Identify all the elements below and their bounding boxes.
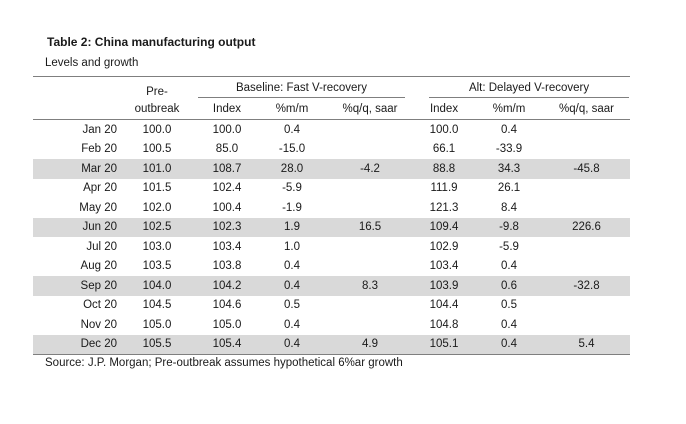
- table-row: [33, 257, 630, 277]
- table-row: [33, 335, 630, 355]
- cell-month: Sep 20: [33, 276, 117, 296]
- cell-pre-outbreak: 100.0: [142, 123, 172, 136]
- table-row: [33, 315, 630, 335]
- alt-index-header: Index: [413, 98, 475, 120]
- cell-month: Nov 20: [80, 318, 117, 331]
- group-header-row: [33, 77, 630, 99]
- cell-alt-qq: [543, 120, 630, 140]
- pre-outbreak-header-line1: Pre-: [117, 77, 197, 99]
- cell-baseline-qq: [327, 257, 413, 277]
- cell-alt-index: 103.9: [413, 276, 475, 296]
- cell-alt-qq: [543, 257, 630, 277]
- cell-alt-index: 88.8: [413, 159, 475, 179]
- cell-baseline-mm: 0.4: [284, 260, 300, 273]
- cell-baseline-qq: [327, 179, 413, 199]
- cell-pre-outbreak: 101.5: [142, 182, 172, 195]
- cell-month: Apr 20: [83, 182, 117, 195]
- baseline-group-label: Baseline: Fast V-recovery: [198, 82, 405, 98]
- cell-alt-mm: -33.9: [495, 143, 523, 156]
- table-row: [33, 120, 630, 140]
- cell-baseline-mm: -15.0: [278, 143, 306, 156]
- cell-month: Oct 20: [83, 299, 117, 312]
- cell-baseline-index: 85.0: [215, 143, 239, 156]
- cell-alt-qq: [543, 140, 630, 160]
- alt-mm-header: %m/m: [475, 98, 543, 120]
- cell-baseline-qq: [327, 198, 413, 218]
- cell-alt-index: 111.9: [430, 182, 458, 195]
- cell-alt-index: 104.8: [429, 318, 459, 331]
- cell-alt-mm: 0.6: [475, 276, 543, 296]
- table-row: [33, 159, 630, 179]
- cell-month: Feb 20: [81, 143, 117, 156]
- cell-baseline-mm: 0.4: [284, 123, 300, 136]
- alt-qq-header: %q/q, saar: [543, 98, 630, 120]
- cell-baseline-mm: -5.9: [282, 182, 302, 195]
- cell-month: Mar 20: [33, 159, 117, 179]
- cell-alt-mm: 0.4: [475, 335, 543, 355]
- cell-alt-index: 109.4: [413, 218, 475, 238]
- cell-month: Dec 20: [33, 335, 117, 355]
- cell-alt-mm: 26.1: [497, 182, 521, 195]
- cell-baseline-qq: 4.9: [327, 335, 413, 355]
- cell-alt-qq: [543, 237, 630, 257]
- cell-alt-mm: -9.8: [475, 218, 543, 238]
- cell-pre-outbreak: 100.5: [142, 143, 172, 156]
- table-row: [33, 140, 630, 160]
- cell-alt-index: 105.1: [413, 335, 475, 355]
- cell-alt-index: 102.9: [429, 240, 459, 253]
- cell-baseline-index: 102.3: [197, 218, 257, 238]
- baseline-mm-header: %m/m: [257, 98, 327, 120]
- table-row: [33, 296, 630, 316]
- table-title: Table 2: China manufacturing output: [47, 35, 256, 49]
- baseline-qq-header: %q/q, saar: [327, 98, 413, 120]
- cell-baseline-index: 105.4: [197, 335, 257, 355]
- cell-alt-qq: -45.8: [543, 159, 630, 179]
- baseline-group-header: [197, 77, 413, 99]
- cell-alt-qq: 226.6: [543, 218, 630, 238]
- cell-alt-index: 121.3: [429, 201, 459, 214]
- cell-baseline-qq: [327, 140, 413, 160]
- cell-baseline-index: 108.7: [197, 159, 257, 179]
- cell-baseline-index: 105.0: [212, 318, 242, 331]
- table-row: [33, 198, 630, 218]
- baseline-index-header: Index: [197, 98, 257, 120]
- cell-baseline-index: 104.2: [197, 276, 257, 296]
- cell-baseline-index: 102.4: [212, 182, 242, 195]
- cell-baseline-mm: 0.4: [284, 318, 300, 331]
- cell-alt-mm: 0.4: [501, 123, 518, 136]
- table-subtitle: Levels and growth: [45, 57, 139, 69]
- pre-outbreak-header-line2: outbreak: [117, 98, 197, 120]
- cell-baseline-mm: -1.9: [282, 201, 302, 214]
- cell-baseline-index: 103.4: [212, 240, 242, 253]
- cell-alt-mm: 0.4: [501, 318, 518, 331]
- cell-baseline-mm: 0.5: [284, 299, 300, 312]
- cell-alt-qq: [543, 296, 630, 316]
- cell-baseline-mm: 1.0: [284, 240, 300, 253]
- cell-pre-outbreak: 102.0: [142, 201, 172, 214]
- cell-pre-outbreak: 104.0: [117, 276, 197, 296]
- source-note: Source: J.P. Morgan; Pre-outbreak assumes hypothetical 6%ar growth: [45, 357, 403, 369]
- cell-pre-outbreak: 105.5: [117, 335, 197, 355]
- cell-baseline-mm: 28.0: [257, 159, 327, 179]
- cell-month: Aug 20: [80, 260, 117, 273]
- month-header-spacer: [33, 77, 117, 99]
- table-row: [33, 237, 630, 257]
- cell-baseline-qq: [327, 120, 413, 140]
- cell-pre-outbreak: 103.5: [142, 260, 172, 273]
- cell-month: Jun 20: [33, 218, 117, 238]
- table-row: [33, 179, 630, 199]
- cell-baseline-qq: [327, 315, 413, 335]
- cell-alt-mm: -5.9: [499, 240, 519, 253]
- cell-alt-mm: 8.4: [501, 201, 518, 214]
- cell-alt-qq: [543, 179, 630, 199]
- cell-baseline-qq: -4.2: [327, 159, 413, 179]
- cell-baseline-index: 103.8: [212, 260, 242, 273]
- cell-alt-index: 100.0: [429, 123, 459, 136]
- cell-pre-outbreak: 104.5: [142, 299, 172, 312]
- cell-alt-mm: 34.3: [475, 159, 543, 179]
- cell-alt-index: 66.1: [432, 143, 456, 156]
- table-row: [33, 218, 630, 238]
- cell-pre-outbreak: 103.0: [142, 240, 172, 253]
- cell-baseline-index: 100.0: [212, 123, 242, 136]
- table-row: [33, 276, 630, 296]
- cell-pre-outbreak: 102.5: [117, 218, 197, 238]
- cell-alt-qq: [543, 315, 630, 335]
- cell-month: Jul 20: [86, 240, 117, 253]
- cell-alt-qq: [543, 198, 630, 218]
- cell-baseline-index: 104.6: [212, 299, 242, 312]
- cell-baseline-index: 100.4: [212, 201, 242, 214]
- cell-baseline-mm: 0.4: [257, 335, 327, 355]
- alt-group-header: [413, 77, 630, 99]
- cell-alt-qq: 5.4: [543, 335, 630, 355]
- cell-baseline-qq: 16.5: [327, 218, 413, 238]
- alt-group-label: Alt: Delayed V-recovery: [429, 82, 629, 98]
- cell-baseline-mm: 1.9: [257, 218, 327, 238]
- cell-pre-outbreak: 101.0: [117, 159, 197, 179]
- cell-baseline-qq: [327, 237, 413, 257]
- cell-month: Jan 20: [82, 123, 117, 136]
- cell-alt-mm: 0.4: [501, 260, 518, 273]
- cell-pre-outbreak: 105.0: [142, 318, 172, 331]
- cell-alt-index: 104.4: [429, 299, 459, 312]
- cell-month: May 20: [79, 201, 117, 214]
- manufacturing-output-table: [33, 76, 630, 355]
- cell-baseline-qq: 8.3: [327, 276, 413, 296]
- cell-alt-mm: 0.5: [501, 299, 518, 312]
- cell-alt-qq: -32.8: [543, 276, 630, 296]
- cell-baseline-qq: [327, 296, 413, 316]
- sub-header-row: [33, 98, 630, 120]
- cell-baseline-mm: 0.4: [257, 276, 327, 296]
- month-subheader-spacer: [33, 98, 117, 120]
- cell-alt-index: 103.4: [429, 260, 459, 273]
